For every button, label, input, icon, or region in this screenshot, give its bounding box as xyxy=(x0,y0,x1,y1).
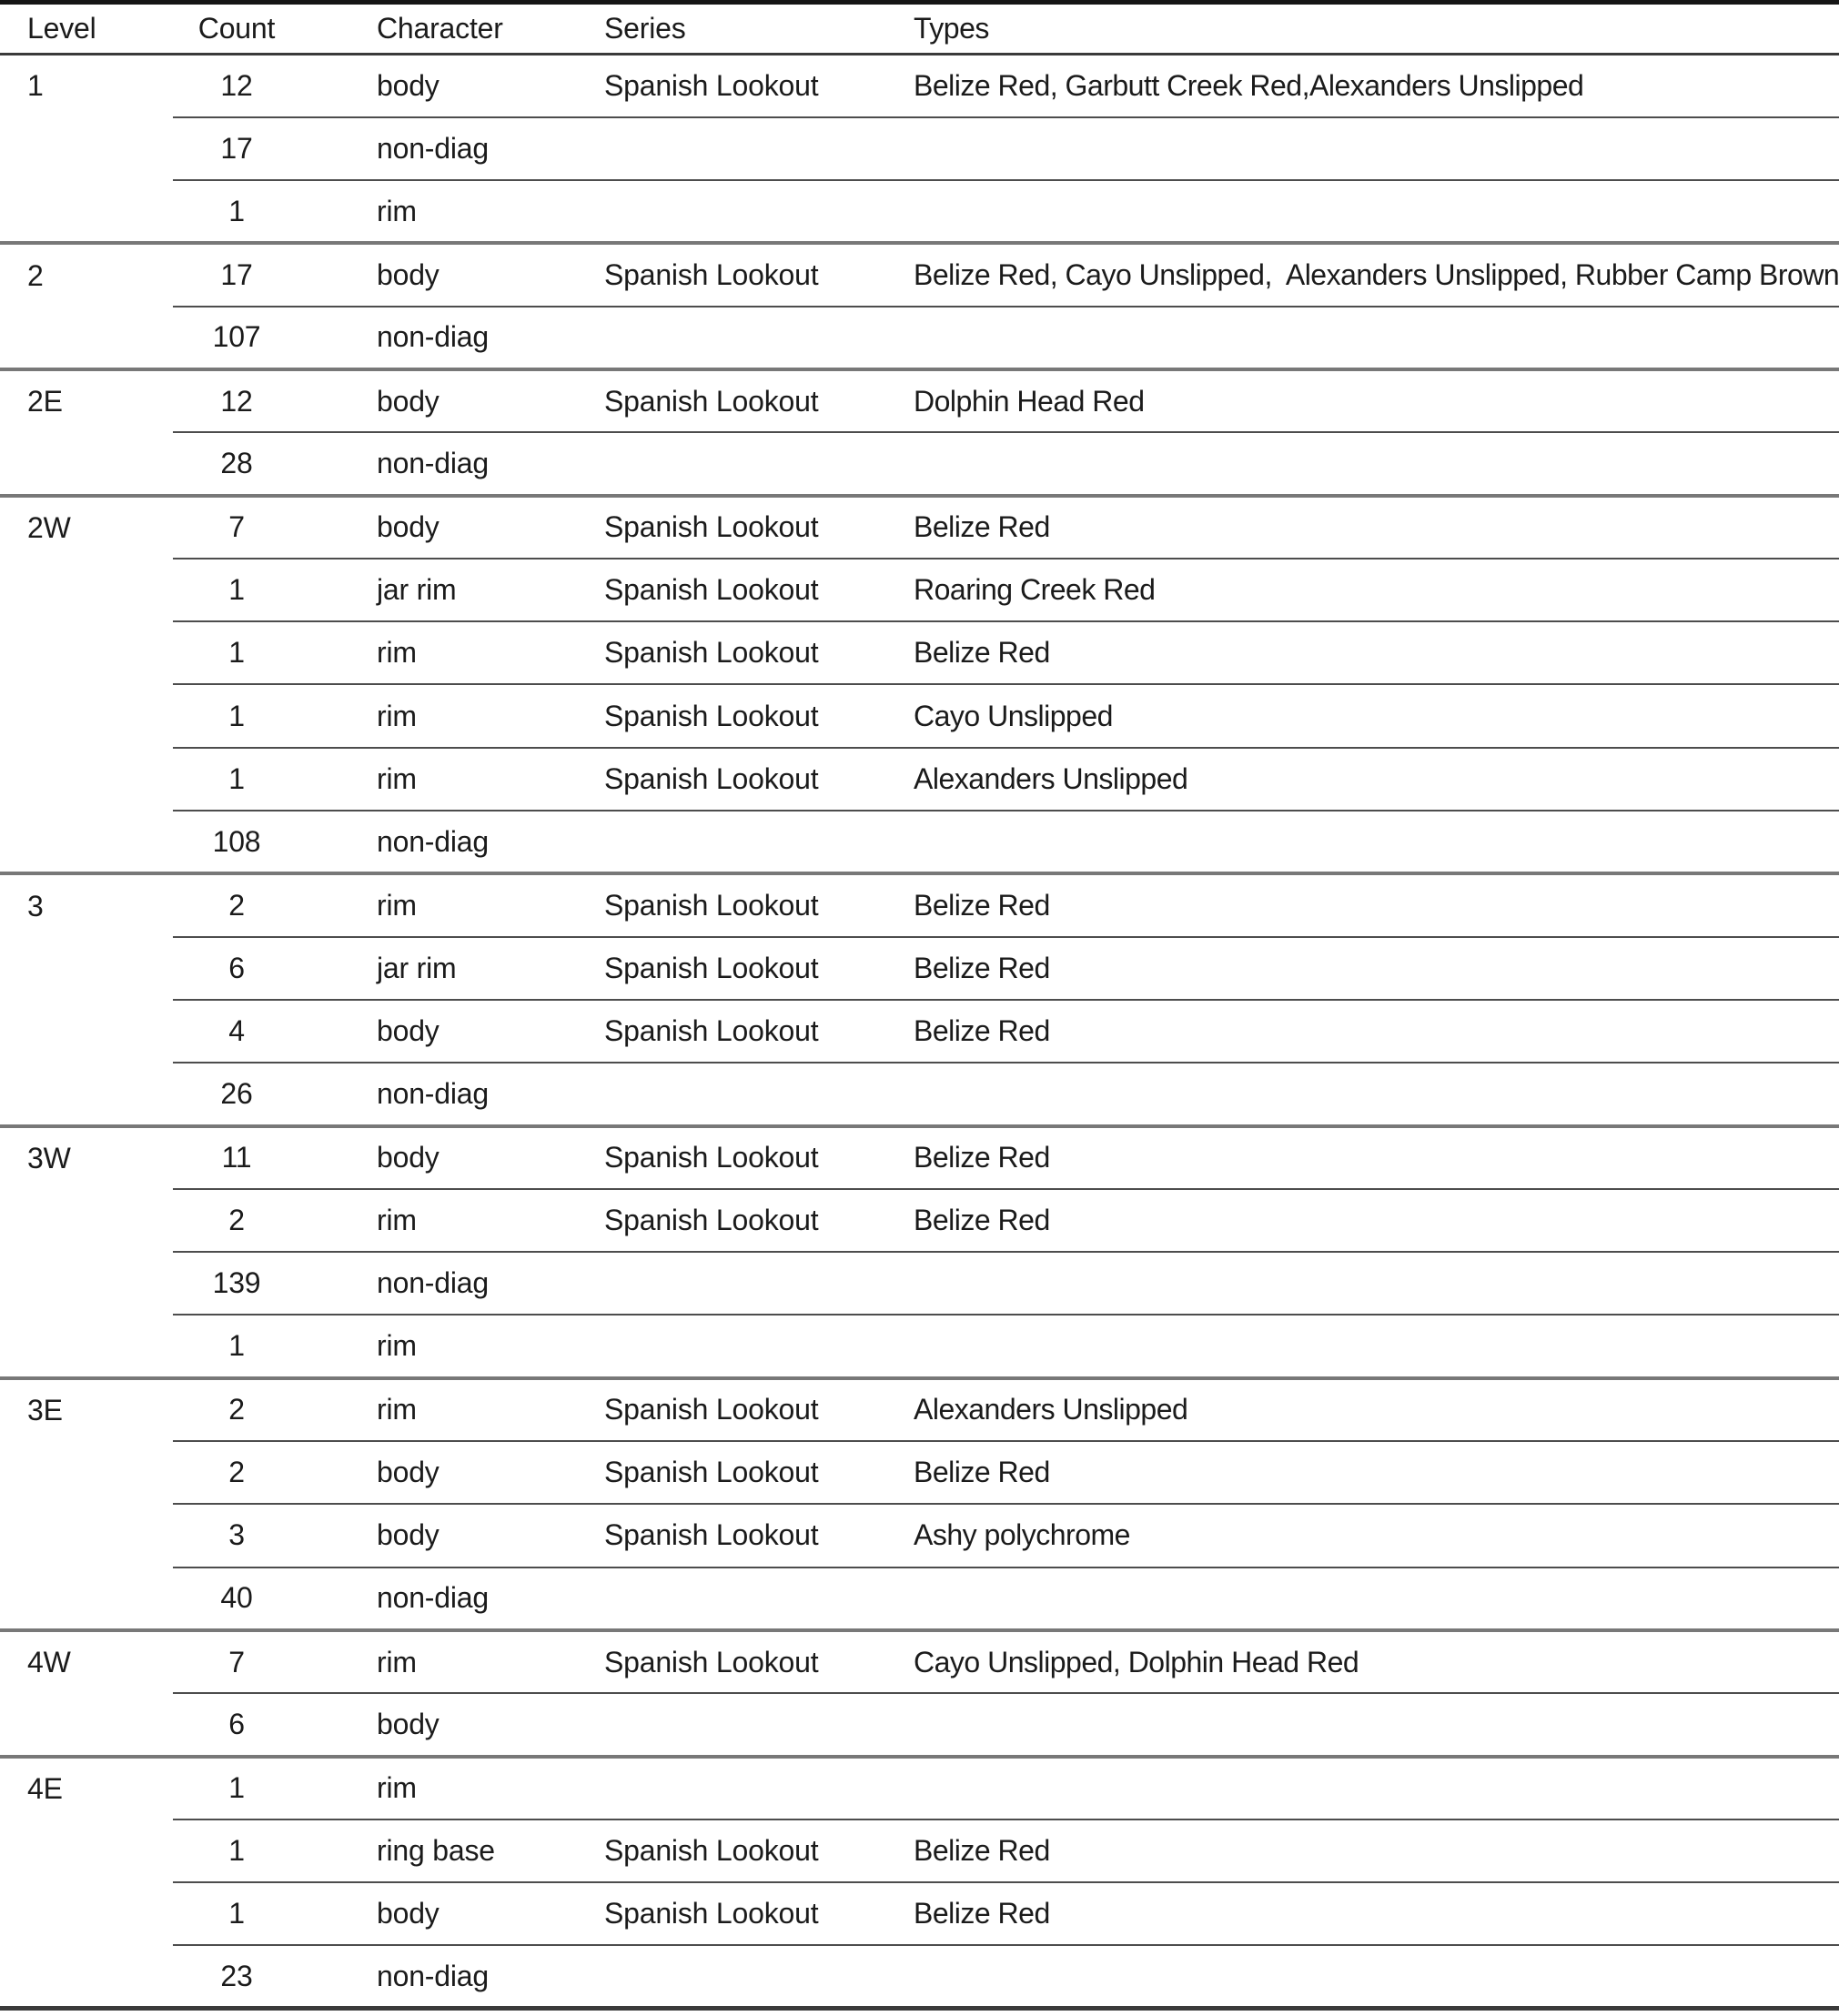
character-cell: rim xyxy=(300,873,601,936)
table-row-level-3E-1 xyxy=(0,1441,1839,1504)
level-cell xyxy=(0,811,173,873)
types-cell: Belize Red xyxy=(910,1126,1839,1189)
types-cell: Belize Red xyxy=(910,621,1839,684)
count-cell: 1 xyxy=(173,559,300,621)
series-cell: Spanish Lookout xyxy=(601,748,910,811)
level-cell xyxy=(0,432,173,495)
character-cell: rim xyxy=(300,180,601,243)
table-row-level-2W-3 xyxy=(0,684,1839,747)
types-cell xyxy=(910,1567,1839,1630)
series-cell: Spanish Lookout xyxy=(601,684,910,747)
types-cell xyxy=(910,432,1839,495)
series-cell xyxy=(601,1063,910,1125)
character-cell: rim xyxy=(300,1378,601,1441)
table-row-level-2W-4 xyxy=(0,748,1839,811)
types-cell: Belize Red xyxy=(910,937,1839,1000)
table-row-level-2W-5 xyxy=(0,811,1839,873)
character-cell: body xyxy=(300,1504,601,1567)
level-cell xyxy=(0,1504,173,1567)
series-cell xyxy=(601,1252,910,1315)
level-cell: 3 xyxy=(0,873,173,936)
count-cell: 2 xyxy=(173,873,300,936)
character-cell: body xyxy=(300,496,601,559)
level-cell xyxy=(0,1567,173,1630)
types-cell xyxy=(910,1315,1839,1377)
level-cell: 3E xyxy=(0,1378,173,1441)
character-cell: body xyxy=(300,1693,601,1756)
count-cell: 26 xyxy=(173,1063,300,1125)
types-cell: Dolphin Head Red xyxy=(910,369,1839,432)
series-cell xyxy=(601,117,910,180)
series-cell: Spanish Lookout xyxy=(601,1504,910,1567)
column-header-count: Count xyxy=(173,3,300,55)
character-cell: jar rim xyxy=(300,559,601,621)
types-cell xyxy=(910,180,1839,243)
count-cell: 6 xyxy=(173,1693,300,1756)
series-cell: Spanish Lookout xyxy=(601,1882,910,1945)
column-header-character: Character xyxy=(300,3,601,55)
character-cell: non-diag xyxy=(300,307,601,369)
types-cell: Belize Red xyxy=(910,1882,1839,1945)
types-cell: Ashy polychrome xyxy=(910,1504,1839,1567)
series-cell: Spanish Lookout xyxy=(601,496,910,559)
table-row-level-3E-3 xyxy=(0,1567,1839,1630)
character-cell: rim xyxy=(300,1189,601,1252)
series-cell: Spanish Lookout xyxy=(601,1630,910,1693)
types-cell xyxy=(910,1063,1839,1125)
character-cell: body xyxy=(300,1126,601,1189)
table-row-level-3W-3 xyxy=(0,1315,1839,1377)
count-cell: 2 xyxy=(173,1378,300,1441)
types-cell: Belize Red xyxy=(910,1819,1839,1882)
level-cell: 4W xyxy=(0,1630,173,1693)
column-header-series: Series xyxy=(601,3,910,55)
types-cell xyxy=(910,1252,1839,1315)
level-cell xyxy=(0,1441,173,1504)
character-cell: non-diag xyxy=(300,117,601,180)
level-cell xyxy=(0,1000,173,1063)
types-cell xyxy=(910,1945,1839,2008)
table-row-level-3-2 xyxy=(0,1000,1839,1063)
series-cell: Spanish Lookout xyxy=(601,621,910,684)
table-row-level-3-1 xyxy=(0,937,1839,1000)
table-row-level-4W-1 xyxy=(0,1693,1839,1756)
table-row-level-1-1 xyxy=(0,117,1839,180)
count-cell: 12 xyxy=(220,68,253,102)
count-cell: 1 xyxy=(173,1757,300,1819)
series-cell xyxy=(601,180,910,243)
types-cell: Belize Red, Cayo Unslipped, Alexanders Unslipped, Rubber Camp Brown xyxy=(910,243,1839,306)
series-cell xyxy=(601,307,910,369)
table-row-level-2W-1 xyxy=(0,559,1839,621)
types-cell: Alexanders Unslipped xyxy=(910,1378,1839,1441)
table-row-level-4E-0 xyxy=(0,1757,1839,1819)
character-cell: body xyxy=(300,1882,601,1945)
types-cell: Cayo Unslipped, Dolphin Head Red xyxy=(910,1630,1839,1693)
level-cell xyxy=(0,621,173,684)
level-cell xyxy=(0,559,173,621)
series-cell: Spanish Lookout xyxy=(604,68,819,102)
level-cell xyxy=(0,748,173,811)
table-row-level-3W-0 xyxy=(0,1126,1839,1189)
character-cell: non-diag xyxy=(300,1567,601,1630)
level-cell xyxy=(0,1252,173,1315)
table-body xyxy=(0,55,1839,2009)
count-cell: 1 xyxy=(173,180,300,243)
types-cell: Alexanders Unslipped xyxy=(910,748,1839,811)
level-cell xyxy=(0,307,173,369)
series-cell: Spanish Lookout xyxy=(601,369,910,432)
types-cell: Belize Red xyxy=(910,1000,1839,1063)
table-row-level-2-1 xyxy=(0,307,1839,369)
series-cell: Spanish Lookout xyxy=(601,1126,910,1189)
character-cell: body xyxy=(377,68,440,102)
series-cell: Spanish Lookout xyxy=(601,1378,910,1441)
series-cell: Spanish Lookout xyxy=(601,1189,910,1252)
count-cell: 7 xyxy=(173,496,300,559)
count-cell: 6 xyxy=(173,937,300,1000)
table-row-level-2E-1 xyxy=(0,432,1839,495)
table-row-level-3E-0 xyxy=(0,1378,1839,1441)
character-cell: body xyxy=(300,243,601,306)
character-cell: non-diag xyxy=(300,811,601,873)
count-cell: 1 xyxy=(173,684,300,747)
level-cell xyxy=(0,180,173,243)
level-cell xyxy=(0,1945,173,2008)
column-header-level: Level xyxy=(0,3,173,55)
count-cell: 2 xyxy=(173,1189,300,1252)
series-cell xyxy=(601,1693,910,1756)
character-cell: rim xyxy=(300,748,601,811)
character-cell: jar rim xyxy=(300,937,601,1000)
types-cell: Belize Red xyxy=(910,496,1839,559)
character-cell: body xyxy=(300,1000,601,1063)
table-row-level-4E-1 xyxy=(0,1819,1839,1882)
table-row-level-3-0 xyxy=(0,873,1839,936)
level-cell: 2W xyxy=(0,496,173,559)
count-cell: 1 xyxy=(173,1315,300,1377)
count-cell: 1 xyxy=(173,1819,300,1882)
series-cell xyxy=(601,1315,910,1377)
types-cell xyxy=(910,1757,1839,1819)
types-cell: Belize Red xyxy=(910,1189,1839,1252)
types-cell: Roaring Creek Red xyxy=(910,559,1839,621)
level-cell xyxy=(0,1063,173,1125)
types-cell: Belize Red xyxy=(910,1441,1839,1504)
series-cell: Spanish Lookout xyxy=(601,873,910,936)
level-cell: 4E xyxy=(0,1757,173,1819)
count-cell: 3 xyxy=(173,1504,300,1567)
count-cell: 12 xyxy=(173,369,300,432)
character-cell: non-diag xyxy=(300,1252,601,1315)
table-row-level-4W-0 xyxy=(0,1630,1839,1693)
types-cell: Belize Red xyxy=(910,873,1839,936)
level-cell: 3W xyxy=(0,1126,173,1189)
count-cell: 23 xyxy=(173,1945,300,2008)
types-cell xyxy=(910,811,1839,873)
count-cell: 1 xyxy=(173,621,300,684)
level-cell xyxy=(0,1189,173,1252)
character-cell: non-diag xyxy=(300,432,601,495)
series-cell xyxy=(601,432,910,495)
character-cell: body xyxy=(300,369,601,432)
character-cell: rim xyxy=(300,621,601,684)
table-row-level-1-2 xyxy=(0,180,1839,243)
count-cell: 4 xyxy=(173,1000,300,1063)
series-cell xyxy=(601,1567,910,1630)
types-cell xyxy=(910,117,1839,180)
character-cell: rim xyxy=(300,1630,601,1693)
count-cell: 7 xyxy=(173,1630,300,1693)
level-cell: 2E xyxy=(0,369,173,432)
character-cell: non-diag xyxy=(300,1063,601,1125)
types-cell: Belize Red, Garbutt Creek Red,Alexanders Unslipped xyxy=(914,68,1584,102)
count-cell: 2 xyxy=(173,1441,300,1504)
count-cell: 107 xyxy=(173,307,300,369)
character-cell: ring base xyxy=(300,1819,601,1882)
table-row-level-2W-0 xyxy=(0,496,1839,559)
character-cell: rim xyxy=(300,1757,601,1819)
table-row-level-2-0 xyxy=(0,243,1839,306)
character-cell: non-diag xyxy=(300,1945,601,2008)
character-cell: body xyxy=(300,1441,601,1504)
count-cell: 108 xyxy=(173,811,300,873)
level-cell: 1 xyxy=(27,69,44,103)
table-row-level-2W-2 xyxy=(0,621,1839,684)
table-row-level-3W-1 xyxy=(0,1189,1839,1252)
count-cell: 17 xyxy=(173,117,300,180)
table-row-level-3W-2 xyxy=(0,1252,1839,1315)
count-cell: 1 xyxy=(173,748,300,811)
series-cell: Spanish Lookout xyxy=(601,937,910,1000)
types-cell: Cayo Unslipped xyxy=(910,684,1839,747)
level-cell xyxy=(0,684,173,747)
character-cell: rim xyxy=(300,684,601,747)
character-cell: rim xyxy=(300,1315,601,1377)
count-cell: 28 xyxy=(173,432,300,495)
table-row-level-3E-2 xyxy=(0,1504,1839,1567)
level-cell xyxy=(0,1693,173,1756)
table-row-level-4E-3 xyxy=(0,1945,1839,2008)
level-cell xyxy=(0,1819,173,1882)
header-row xyxy=(0,3,1839,55)
table-row-level-2E-0 xyxy=(0,369,1839,432)
series-cell: Spanish Lookout xyxy=(601,1441,910,1504)
count-cell: 40 xyxy=(173,1567,300,1630)
types-cell xyxy=(910,307,1839,369)
series-cell: Spanish Lookout xyxy=(601,1819,910,1882)
types-cell xyxy=(910,1693,1839,1756)
series-cell: Spanish Lookout xyxy=(601,243,910,306)
count-cell: 11 xyxy=(173,1126,300,1189)
count-cell: 17 xyxy=(173,243,300,306)
series-cell xyxy=(601,811,910,873)
level-cell xyxy=(0,937,173,1000)
table-row-level-3-3 xyxy=(0,1063,1839,1125)
series-cell: Spanish Lookout xyxy=(601,559,910,621)
count-cell: 1 xyxy=(173,1882,300,1945)
series-cell xyxy=(601,1757,910,1819)
count-cell: 139 xyxy=(173,1252,300,1315)
series-cell: Spanish Lookout xyxy=(601,1000,910,1063)
level-cell: 2 xyxy=(0,243,173,306)
table-row-level-4E-2 xyxy=(0,1882,1839,1945)
column-header-types: Types xyxy=(910,3,1839,55)
series-cell xyxy=(601,1945,910,2008)
level-cell xyxy=(0,117,173,180)
level-cell xyxy=(0,1315,173,1377)
level-cell xyxy=(0,1882,173,1945)
table-row-level-1-0 xyxy=(0,55,1839,117)
